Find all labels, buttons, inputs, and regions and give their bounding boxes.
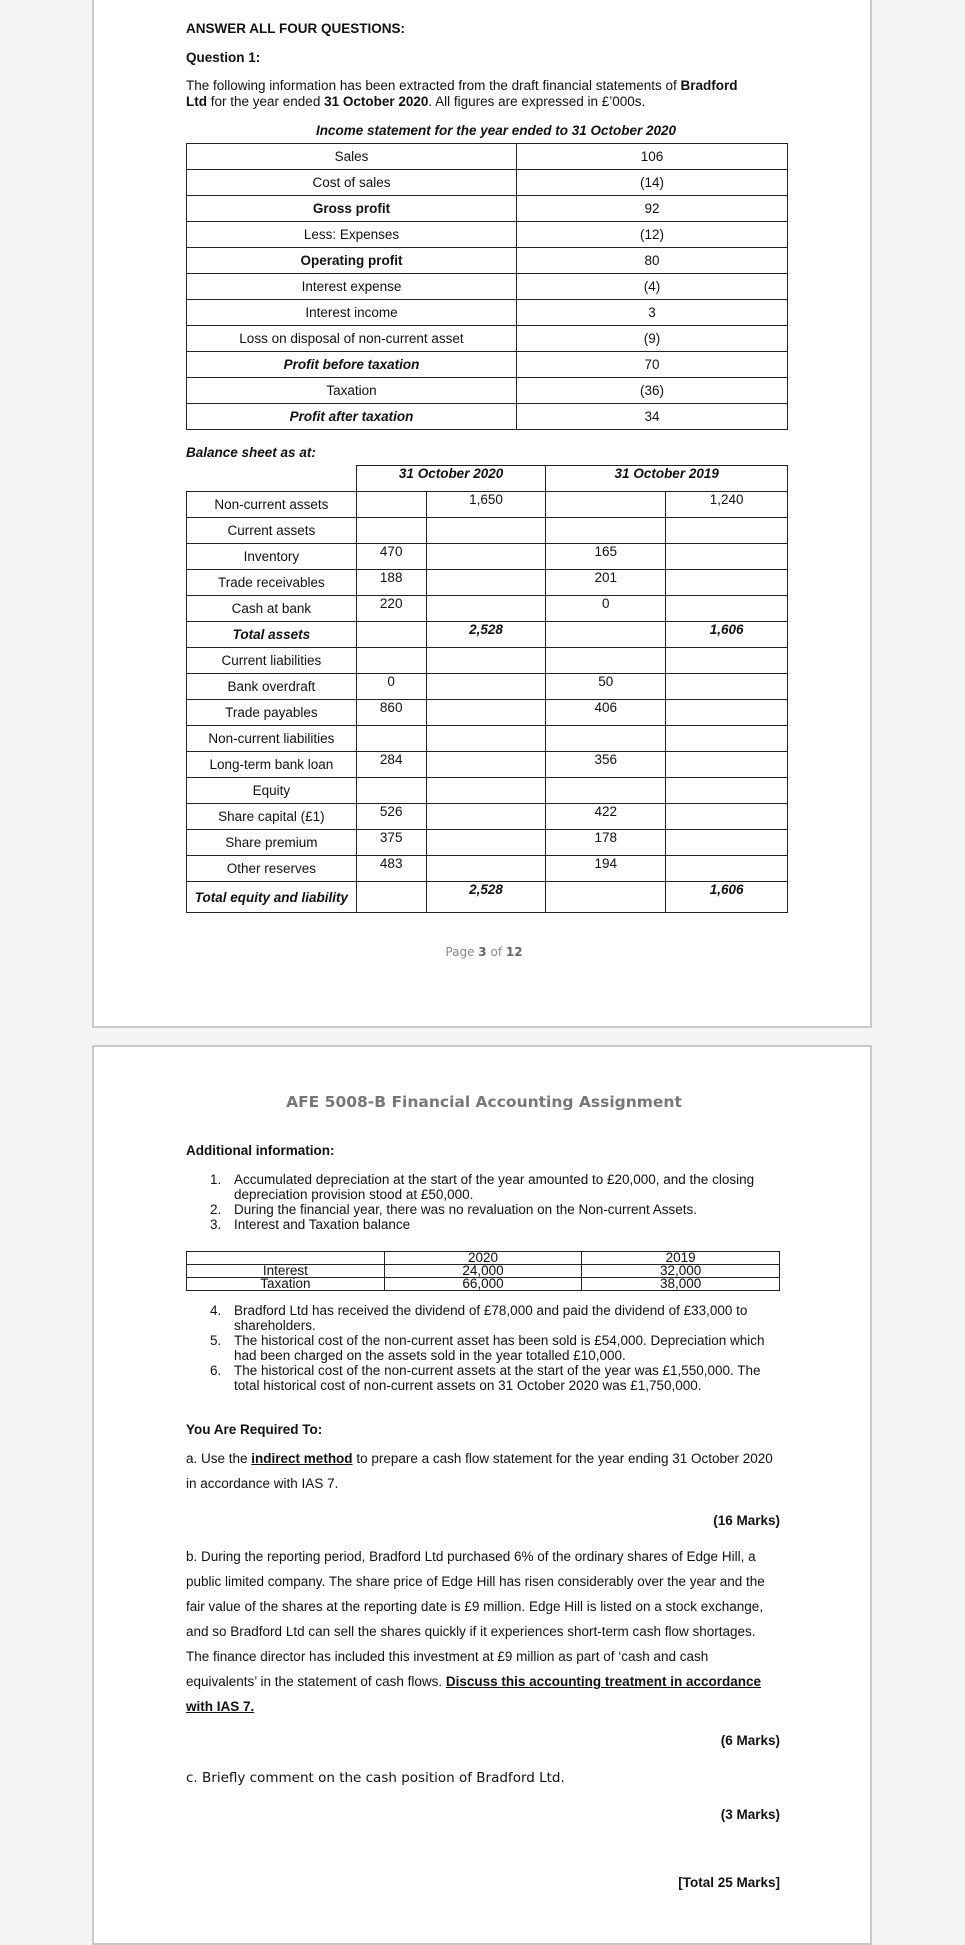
small-header-2019: 2019 — [582, 1252, 780, 1265]
balance-row — [187, 622, 788, 648]
income-label: Interest income — [187, 300, 517, 326]
balance-2020-detail: 188 — [356, 570, 426, 596]
balance-2020-detail — [356, 648, 426, 674]
list-number: 6. — [210, 1363, 222, 1378]
balance-label: Equity — [187, 778, 357, 804]
balance-2020-detail: 470 — [356, 544, 426, 570]
balance-row — [187, 882, 788, 913]
income-label: Sales — [187, 144, 517, 170]
balance-label: Trade payables — [187, 700, 357, 726]
income-value: (14) — [517, 170, 788, 196]
balance-2020-detail — [356, 882, 426, 913]
balance-row — [187, 648, 788, 674]
instructions-heading: ANSWER ALL FOUR QUESTIONS: — [186, 21, 405, 36]
income-value: (36) — [517, 378, 788, 404]
balance-2019-total: 1,240 — [666, 492, 788, 518]
balance-header-2020: 31 October 2020 — [356, 466, 546, 492]
balance-2019-detail — [546, 778, 666, 804]
balance-2020-detail: 860 — [356, 700, 426, 726]
balance-2020-detail — [356, 778, 426, 804]
balance-2020-detail — [356, 726, 426, 752]
income-row — [187, 248, 788, 274]
year-end-date: 31 October 2020 — [324, 94, 429, 109]
balance-2019-detail: 201 — [546, 570, 666, 596]
balance-label: Cash at bank — [187, 596, 357, 622]
page-label: Page — [445, 945, 479, 959]
balance-2020-total — [426, 544, 546, 570]
interest-taxation-table — [186, 1251, 780, 1291]
income-row — [187, 144, 788, 170]
balance-2019-total — [666, 544, 788, 570]
part-b-emphasis: Discuss this accounting treatment in accordance with IAS 7. — [186, 1674, 761, 1714]
balance-header-blank — [187, 466, 357, 492]
balance-2020-total — [426, 778, 546, 804]
income-value: 34 — [517, 404, 788, 430]
balance-2019-detail — [546, 518, 666, 544]
balance-sheet-title: Balance sheet as at: — [186, 445, 316, 460]
part-c-marks: (3 Marks) — [720, 1807, 780, 1822]
balance-2019-total — [666, 674, 788, 700]
income-label: Cost of sales — [187, 170, 517, 196]
balance-2020-total — [426, 700, 546, 726]
balance-row — [187, 700, 788, 726]
small-row-label: Taxation — [187, 1278, 385, 1291]
part-a-rest: to prepare a cash flow statement for the year ending 31 October 2020 in accordance with IAS 7. — [186, 1451, 773, 1491]
balance-2020-total — [426, 830, 546, 856]
income-value: (4) — [517, 274, 788, 300]
balance-2020-detail: 220 — [356, 596, 426, 622]
list-number: 2. — [210, 1202, 222, 1217]
income-label: Interest expense — [187, 274, 517, 300]
balance-label: Long-term bank loan — [187, 752, 357, 778]
additional-info-list-b — [210, 1303, 776, 1393]
income-value: 3 — [517, 300, 788, 326]
balance-row — [187, 570, 788, 596]
intro-text: for the year ended — [207, 94, 325, 109]
balance-label: Total assets — [187, 622, 357, 648]
balance-label: Non-current assets — [187, 492, 357, 518]
part-b-marks: (6 Marks) — [720, 1733, 780, 1748]
balance-2019-detail — [546, 882, 666, 913]
income-value: 106 — [517, 144, 788, 170]
balance-2019-detail: 406 — [546, 700, 666, 726]
balance-2019-total: 1,606 — [666, 882, 788, 913]
part-b-body: b. During the reporting period, Bradford Ltd purchased 6% of the ordinary shares of Edge Hill, a public limited company. The share price of Edge Hill has risen considerably over the year and the fair value of the shares at the reporting date is £9 million. Edge Hill is listed on a stock exchange, and so Bradford Ltd can sell the shares quickly if it experiences short-term cash flow shortages. The finance director has included this investment at £9 million as part of ‘cash and cash equivalents’ in the statement of cash flows. — [186, 1549, 765, 1689]
income-row — [187, 196, 788, 222]
income-label: Less: Expenses — [187, 222, 517, 248]
balance-2020-detail: 284 — [356, 752, 426, 778]
small-table-row — [187, 1278, 780, 1291]
balance-label: Total equity and liability — [187, 882, 357, 913]
balance-label: Non-current liabilities — [187, 726, 357, 752]
list-item — [210, 1303, 776, 1333]
balance-2020-detail — [356, 622, 426, 648]
list-item — [210, 1202, 776, 1217]
balance-2019-total: 1,606 — [666, 622, 788, 648]
balance-2020-detail: 375 — [356, 830, 426, 856]
balance-2019-detail: 0 — [546, 596, 666, 622]
part-a-marks: (16 Marks) — [713, 1513, 780, 1528]
income-label: Profit after taxation — [187, 404, 517, 430]
additional-info-heading: Additional information: — [186, 1143, 335, 1158]
income-row — [187, 170, 788, 196]
income-row — [187, 222, 788, 248]
list-number: 5. — [210, 1333, 222, 1348]
balance-row — [187, 752, 788, 778]
company-suffix: Ltd — [186, 94, 207, 109]
balance-2019-total — [666, 596, 788, 622]
income-label: Operating profit — [187, 248, 517, 274]
intro-paragraph — [186, 78, 806, 110]
balance-2020-total: 2,528 — [426, 882, 546, 913]
part-c-text: c. Briefly comment on the cash position of Bradford Ltd. — [186, 1770, 565, 1786]
question-title: Question 1: — [186, 50, 261, 65]
balance-row — [187, 518, 788, 544]
balance-2019-detail — [546, 648, 666, 674]
document-title: AFE 5008-B Financial Accounting Assignment — [286, 1093, 682, 1111]
balance-row — [187, 778, 788, 804]
balance-row — [187, 856, 788, 882]
balance-2019-total — [666, 700, 788, 726]
income-statement-table — [186, 143, 788, 430]
small-row-label: Interest — [187, 1265, 385, 1278]
small-row-2020: 66,000 — [384, 1278, 582, 1291]
list-text: Bradford Ltd has received the dividend of £78,000 and paid the dividend of £33,000 to shareholders. — [234, 1303, 748, 1333]
balance-row — [187, 830, 788, 856]
balance-row — [187, 492, 788, 518]
balance-2020-total — [426, 752, 546, 778]
balance-2020-detail: 0 — [356, 674, 426, 700]
balance-2020-total — [426, 726, 546, 752]
balance-2019-detail — [546, 726, 666, 752]
list-text: During the financial year, there was no revaluation on the Non-current Assets. — [234, 1202, 698, 1217]
small-row-2020: 24,000 — [384, 1265, 582, 1278]
income-label: Loss on disposal of non-current asset — [187, 326, 517, 352]
balance-2020-total: 2,528 — [426, 622, 546, 648]
balance-2019-total — [666, 726, 788, 752]
balance-2019-detail: 165 — [546, 544, 666, 570]
list-number: 3. — [210, 1217, 222, 1232]
balance-label: Bank overdraft — [187, 674, 357, 700]
page-total: 12 — [505, 945, 523, 959]
balance-2019-detail — [546, 622, 666, 648]
balance-row — [187, 674, 788, 700]
balance-row — [187, 544, 788, 570]
income-value: (9) — [517, 326, 788, 352]
income-row — [187, 300, 788, 326]
list-text: Interest and Taxation balance — [234, 1217, 411, 1232]
income-label: Profit before taxation — [187, 352, 517, 378]
balance-2020-total — [426, 674, 546, 700]
balance-2019-detail: 194 — [546, 856, 666, 882]
balance-2020-total — [426, 518, 546, 544]
income-value: 92 — [517, 196, 788, 222]
list-text: Accumulated depreciation at the start of the year amounted to £20,000, and the closing depreciation provision stood at £50,000. — [234, 1172, 755, 1202]
balance-2019-total — [666, 518, 788, 544]
balance-2020-total — [426, 596, 546, 622]
income-value: 70 — [517, 352, 788, 378]
balance-2020-detail — [356, 492, 426, 518]
list-item — [210, 1172, 776, 1202]
intro-text: . All figures are expressed in £’000s. — [428, 94, 646, 109]
document-page-3 — [92, 0, 872, 1028]
list-number: 4. — [210, 1303, 222, 1318]
balance-sheet-table — [186, 465, 788, 913]
list-text: The historical cost of the non-current assets at the start of the year was £1,550,000. The total historical cost of non-current assets on 31 October 2020 was £1,750,000. — [234, 1363, 761, 1393]
income-label: Taxation — [187, 378, 517, 404]
balance-row — [187, 804, 788, 830]
company-name: Bradford — [680, 78, 738, 93]
part-b-text — [186, 1544, 782, 1719]
balance-2020-total — [426, 804, 546, 830]
balance-2019-detail — [546, 492, 666, 518]
intro-text: The following information has been extracted from the draft financial statements of — [186, 78, 681, 93]
balance-2020-total — [426, 570, 546, 596]
list-text: The historical cost of the non-current asset has been sold is £54,000. Depreciation which had been charged on the assets sold in the year totalled £10,000. — [234, 1333, 765, 1363]
page-label: of — [486, 945, 506, 959]
balance-2020-total: 1,650 — [426, 492, 546, 518]
balance-label: Current liabilities — [187, 648, 357, 674]
total-marks: [Total 25 Marks] — [678, 1875, 780, 1890]
income-row — [187, 326, 788, 352]
balance-2019-detail: 422 — [546, 804, 666, 830]
small-header-2020: 2020 — [384, 1252, 582, 1265]
income-label: Gross profit — [187, 196, 517, 222]
additional-info-list-a — [210, 1172, 776, 1232]
income-row — [187, 352, 788, 378]
balance-2020-detail: 483 — [356, 856, 426, 882]
income-statement-title: Income statement for the year ended to 31 October 2020 — [315, 123, 677, 138]
balance-2020-detail: 526 — [356, 804, 426, 830]
balance-label: Inventory — [187, 544, 357, 570]
indirect-method-emphasis: indirect method — [251, 1451, 353, 1466]
balance-2020-total — [426, 648, 546, 674]
part-a-text — [186, 1446, 782, 1496]
balance-2019-detail: 356 — [546, 752, 666, 778]
balance-2020-detail — [356, 518, 426, 544]
balance-2019-total — [666, 570, 788, 596]
balance-label: Trade receivables — [187, 570, 357, 596]
balance-label: Current assets — [187, 518, 357, 544]
page-current: 3 — [478, 945, 487, 959]
page-number — [94, 945, 874, 959]
document-page-4 — [92, 1045, 872, 1945]
list-number: 1. — [210, 1172, 222, 1187]
balance-2019-total — [666, 648, 788, 674]
part-a-intro: a. Use the — [186, 1451, 252, 1466]
small-row-2019: 38,000 — [582, 1278, 780, 1291]
small-row-2019: 32,000 — [582, 1265, 780, 1278]
balance-row — [187, 726, 788, 752]
income-row — [187, 404, 788, 430]
income-value: 80 — [517, 248, 788, 274]
balance-label: Share capital (£1) — [187, 804, 357, 830]
income-value: (12) — [517, 222, 788, 248]
required-heading: You Are Required To: — [186, 1422, 323, 1437]
balance-2019-total — [666, 752, 788, 778]
income-row — [187, 274, 788, 300]
balance-label: Other reserves — [187, 856, 357, 882]
balance-2019-total — [666, 830, 788, 856]
balance-2019-total — [666, 778, 788, 804]
list-item — [210, 1363, 776, 1393]
list-item — [210, 1333, 776, 1363]
income-row — [187, 378, 788, 404]
balance-2019-detail: 178 — [546, 830, 666, 856]
balance-row — [187, 596, 788, 622]
balance-2019-total — [666, 856, 788, 882]
balance-2019-detail: 50 — [546, 674, 666, 700]
balance-header-2019: 31 October 2019 — [546, 466, 788, 492]
balance-2019-total — [666, 804, 788, 830]
balance-label: Share premium — [187, 830, 357, 856]
list-item — [210, 1217, 776, 1232]
balance-2020-total — [426, 856, 546, 882]
